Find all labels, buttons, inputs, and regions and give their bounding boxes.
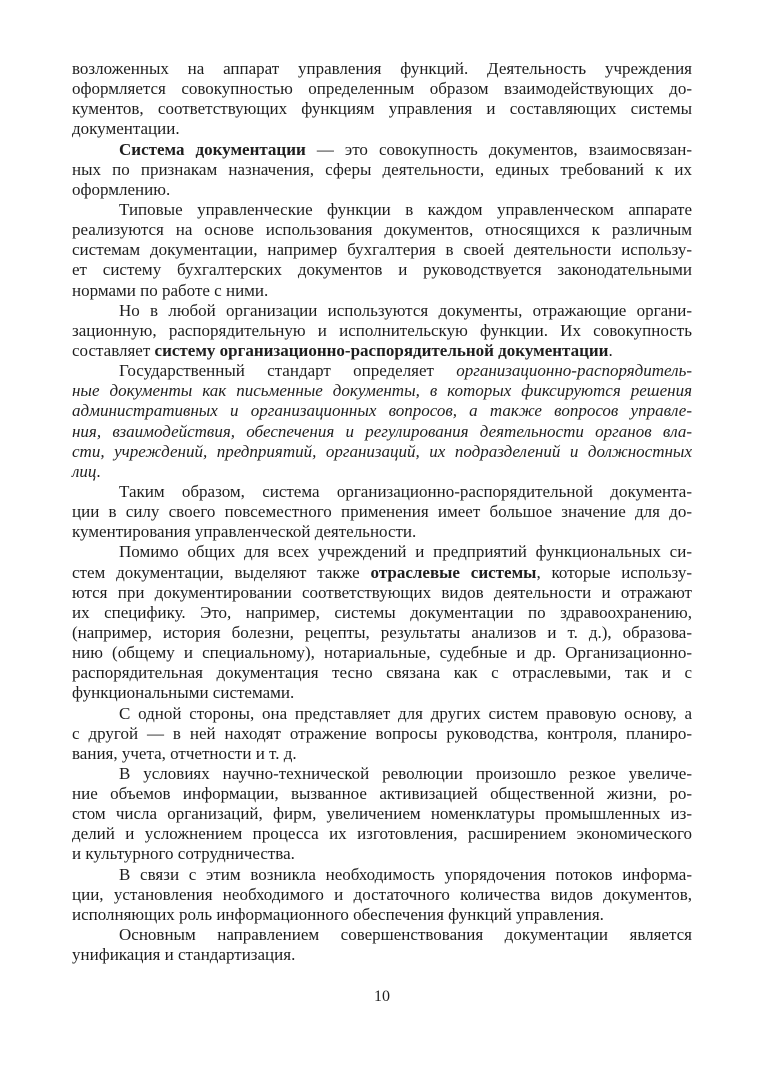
text-segment: стом числа организаций, фирм, увеличением номенклатуры промышленных из- [72,804,692,824]
text-line [72,442,692,462]
text-line [72,844,692,864]
paragraph [72,140,692,200]
italic-definition: административных и организационных вопросов, а также вопросов управле- [72,401,692,421]
text-segment: кументов, соответствующих функциям управления и составляющих системы [72,99,692,119]
bold-term: систему организационно-распорядительной документации [154,340,609,360]
text-segment: стем документации, выделяют также [72,562,371,582]
text-segment: их специфику. Это, например, системы документации по здравоохранению, [72,602,692,622]
paragraph [72,482,692,542]
text-line [72,341,692,361]
text-line [72,301,692,321]
text-line [72,744,692,764]
text-line [72,563,692,583]
text-line [72,542,692,562]
text-line [72,79,692,99]
text-segment: Но в любой организации используются документы, отражающие органи- [119,300,692,320]
text-segment: зационную, распорядительную и исполнительскую функции. Их совокупность [72,320,692,340]
text-segment: кументирования управленческой деятельности. [72,522,417,542]
italic-definition: сти, учреждений, предприятий, организаций, их подразделений и должностных [72,441,692,461]
document-body [72,59,692,965]
text-segment: В связи с этим возникла необходимость упорядочения потоков информа- [119,864,692,884]
paragraph [72,764,692,865]
text-segment: ции, установления необходимого и достаточного количества видов документов, [72,884,692,904]
text-line [72,401,692,421]
text-segment: распорядительная документация тесно связана как с отраслевыми, так и с [72,663,692,683]
text-segment: Основным направлением совершенствования документации является [119,925,692,945]
text-line [72,422,692,442]
text-segment: ных по признакам назначения, сферы деятельности, единых требований к их [72,159,692,179]
text-line [72,180,692,200]
text-line [72,865,692,885]
text-segment: Таким образом, система организационно-распорядительной документа- [119,481,692,501]
text-line [72,643,692,663]
text-line [72,240,692,260]
paragraph [72,200,692,301]
text-segment: ет систему бухгалтерских документов и руководствуется законодательными [72,260,692,280]
text-line [72,321,692,341]
text-line [72,482,692,502]
text-segment: системам документации, например бухгалтерия в своей деятельности использу- [72,240,692,260]
text-line [72,502,692,522]
italic-definition: организационно-распорядитель- [456,361,692,381]
text-segment: нию (общему и специальному), нотариальные, судебные и др. Организационно- [72,643,692,663]
text-segment: реализуются на основе использования документов, относящихся к различным [72,220,692,240]
text-line [72,119,692,139]
text-segment: документации. [72,119,180,139]
text-line [72,99,692,119]
text-segment: Государственный стандарт определяет [119,361,457,381]
paragraph [72,865,692,925]
paragraph [72,59,692,140]
page-number: 10 [374,988,390,1005]
text-segment: . [608,340,613,360]
text-segment: Типовые управленческие функции в каждом управленческом аппарате [119,199,692,219]
text-segment: , которые использу- [536,562,692,582]
text-line [72,603,692,623]
text-line [72,59,692,79]
text-line [72,945,692,965]
text-line [72,623,692,643]
text-line [72,804,692,824]
bold-term: отраслевые системы [370,562,537,582]
text-line [72,764,692,784]
text-line [72,462,692,482]
text-line [72,663,692,683]
text-line [72,724,692,744]
paragraph [72,704,692,764]
paragraph [72,542,692,703]
text-line [72,925,692,945]
text-line [72,522,692,542]
text-line [72,905,692,925]
text-segment: делий и усложнением процесса их изготовления, расширением экономического [72,824,692,844]
italic-definition: ные документы как письменные документы, в которых фиксируются решения [72,381,692,401]
text-line [72,361,692,381]
text-line [72,885,692,905]
text-segment: ние объемов информации, вызванное активизацией общественной жизни, ро- [72,784,692,804]
text-line [72,704,692,724]
text-line [72,784,692,804]
text-segment: вания, учета, отчетности и т. д. [72,743,297,763]
text-segment: оформлению. [72,179,171,199]
text-segment: функциональными системами. [72,683,295,703]
text-segment: . [96,461,101,481]
text-line [72,683,692,703]
text-line [72,160,692,180]
text-line [72,583,692,603]
text-segment: — это совокупность документов, взаимосвязан- [305,139,692,159]
text-segment: с другой — в ней находят отражение вопросы руководства, контроля, планиро- [72,723,692,743]
text-segment: исполняющих роль информационного обеспечения функций управления. [72,904,604,924]
text-line [72,200,692,220]
italic-definition: ния, взаимодействия, обеспечения и регулирования деятельности органов вла- [72,421,692,441]
paragraph [72,925,692,965]
paragraph [72,361,692,482]
text-segment: и культурного сотрудничества. [72,844,295,864]
italic-definition: лиц [72,461,97,481]
text-segment: унификация и стандартизация. [72,945,296,965]
text-line [72,220,692,240]
text-segment: ются при документировании соответствующих видов деятельности и отражают [72,582,692,602]
text-segment: оформляется совокупностью определенным образом взаимодействующих до- [72,79,692,99]
text-segment: Помимо общих для всех учреждений и предприятий функциональных си- [119,542,692,562]
text-line [72,381,692,401]
text-line [72,281,692,301]
text-line [72,824,692,844]
text-line [72,140,692,160]
text-segment: С одной стороны, она представляет для других систем правовую основу, а [119,703,692,723]
text-segment: ции в силу своего повсеместного применения имеет большое значение для до- [72,502,692,522]
paragraph [72,301,692,361]
text-segment: (например, история болезни, рецепты, результаты анализов и т. д.), образова- [72,622,692,642]
bold-term: Система документации [119,139,306,159]
text-segment: составляет [72,340,155,360]
text-segment: В условиях научно-технической революции произошло резкое увеличе- [119,763,692,783]
text-segment: возложенных на аппарат управления функций. Деятельность учреждения [72,59,692,78]
text-line [72,260,692,280]
text-segment: нормами по работе с ними. [72,280,269,300]
